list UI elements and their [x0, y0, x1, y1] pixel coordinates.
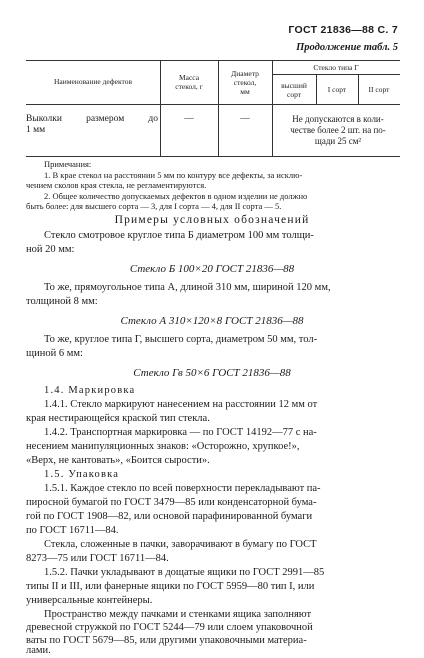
designation-example: Стекло А 310×120×8 ГОСТ 21836—88	[120, 315, 304, 327]
paragraph-line: щиной 6 мм:	[26, 348, 83, 359]
table-rule-header-bottom	[26, 104, 400, 105]
designation-example: Стекло Гв 50×6 ГОСТ 21836—88	[133, 367, 291, 379]
section-heading-marking: 1.4. Маркировка	[44, 385, 136, 396]
table-rule-top	[26, 60, 400, 61]
paragraph-line: универсальные контейнеры.	[26, 595, 153, 606]
examples-heading: Примеры условных обозначений	[114, 214, 310, 226]
paragraph-line: типы II и III, или фанерные ящики по ГОСТ 5959—80 тип I, или	[26, 581, 315, 592]
subheader-second-grade: II сорт	[368, 85, 390, 94]
paragraph-line: 1.5.2. Пачки укладывают в дощатые ящики по ГОСТ 2991—85	[44, 567, 325, 578]
row-grade-value: Не допускаются в коли- честве более 2 шт. на по- щади 25 см²	[290, 114, 386, 146]
table-rule-subheader	[272, 74, 400, 75]
paragraph-line: края нестирающейся краской тип стекла.	[26, 413, 210, 424]
note-line: 1. В крае стекол на расстоянии 5 мм по контуру все дефекты, за исклю-	[44, 170, 303, 180]
table-continuation-label: Продолжение табл. 5	[296, 42, 398, 53]
note-line: 2. Общее количество допускаемых дефектов в одном изделии не должно	[44, 191, 308, 201]
paragraph-line: Стекла, сложенные в пачки, заворачивают в бумагу по ГОСТ	[44, 539, 317, 550]
notes-title: Примечания:	[44, 159, 92, 169]
paragraph-line: по ГОСТ 16711—84.	[26, 525, 119, 536]
col-header-glass-type: Стекло типа Г	[313, 63, 359, 72]
paragraph-line: 1.4.1. Стекло маркируют нанесением на расстоянии 12 мм от	[44, 399, 318, 410]
note-line: чением сколов края стекла, не регламентируются.	[26, 180, 207, 190]
row-diameter-value: —	[240, 114, 250, 124]
paragraph-line: толщиной 8 мм:	[26, 296, 98, 307]
table-col-divider	[272, 60, 273, 156]
paragraph-line: Стекло смотровое круглое типа Б диаметром 100 мм толщи-	[44, 230, 314, 241]
col-header-defect-name: Наименование дефектов	[53, 77, 133, 86]
paragraph-line: несением манипуляционных знаков: «Осторожно, хрупкое!»,	[26, 441, 300, 452]
paragraph-line: Пространство между пачками и стенками ящика заполняют	[44, 609, 312, 620]
note-line: быть более: для высшего сорта — 3, для I сорта — 4, для II сорта — 5.	[26, 201, 282, 211]
table-rule-bottom	[26, 156, 400, 157]
col-header-mass: Масса стекол, г	[175, 73, 203, 91]
paragraph-line: ной 20 мм:	[26, 244, 75, 255]
paragraph-line: То же, круглое типа Г, высшего сорта, диаметром 50 мм, тол-	[44, 334, 318, 345]
page-header-standard: ГОСТ 21836—88 С. 7	[288, 24, 398, 36]
row-mass-value: —	[184, 114, 194, 124]
defects-table	[26, 60, 400, 156]
paragraph-line: ваты по ГОСТ 5679—85, или другими упаковочными материа-	[26, 635, 307, 646]
paragraph-line: лами.	[26, 645, 51, 656]
subheader-highest-grade: высший сорт	[281, 81, 307, 99]
section-heading-packing: 1.5. Упаковка	[44, 469, 120, 480]
designation-example: Стекло Б 100×20 ГОСТ 21836—88	[129, 263, 295, 275]
paragraph-line: 1.5.1. Каждое стекло по всей поверхности перекладывают па-	[44, 483, 321, 494]
subheader-first-grade: I сорт	[327, 85, 347, 94]
paragraph-line: 1.4.2. Транспортная маркировка — по ГОСТ 14192—77 с на-	[44, 427, 317, 438]
row-defect-name: Выколки размером до 1 мм	[26, 114, 158, 135]
paragraph-line: «Верх, не кантовать», «Боится сырости».	[26, 455, 210, 466]
paragraph-line: 8273—75 или ГОСТ 16711—84.	[26, 553, 169, 564]
paragraph-line: древесной стружкой по ГОСТ 5244—79 или слоем упаковочной	[26, 622, 313, 633]
paragraph-line: То же, прямоугольное типа А, длиной 310 мм, шириной 120 мм,	[44, 282, 331, 293]
col-header-diameter: Диаметр стекол, мм	[231, 69, 259, 96]
paragraph-line: гой по ГОСТ 1908—82, или основой парафинированной бумаги	[26, 511, 313, 522]
paragraph-line: пиросной бумагой по ГОСТ 3479—85 или конденсаторной бума-	[26, 497, 317, 508]
